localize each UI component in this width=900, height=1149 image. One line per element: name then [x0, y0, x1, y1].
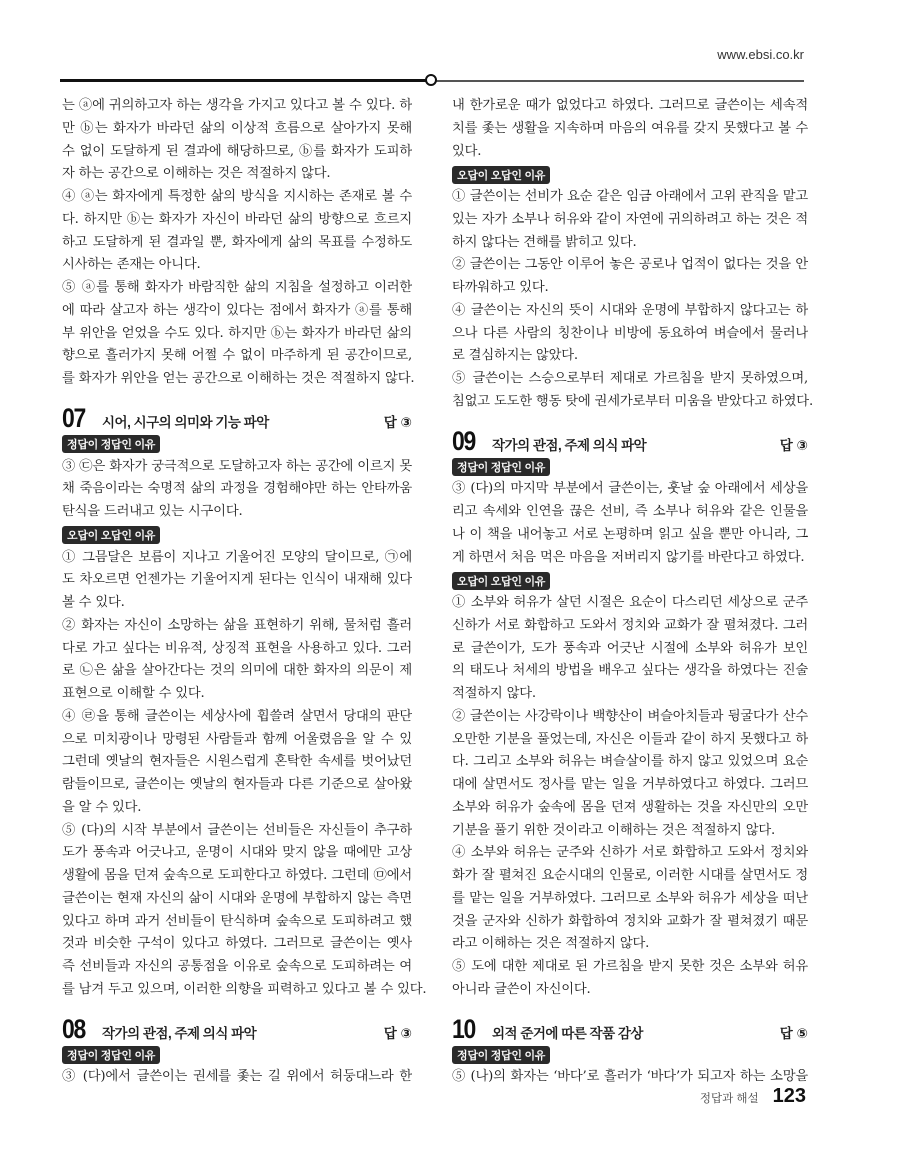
site-url: www.ebsi.co.kr	[717, 47, 804, 62]
text-line: 로 글쓴이가, 도가 풍속과 어긋난 시절에 소부와 허유가 보인	[452, 640, 808, 656]
question-header	[452, 426, 808, 456]
text-line: 아니라 글쓴이 자신이다.	[452, 981, 591, 997]
answer-paragraph	[62, 186, 412, 277]
question-header	[452, 1014, 808, 1044]
header-rule-right	[436, 80, 804, 82]
text-line: 을 알 수 있다.	[62, 799, 142, 815]
question-title: 시어, 시구의 의미와 기능 파악	[102, 414, 269, 430]
text-line: 글쓴이는 현재 자신의 삶이 시대와 운명에 부합하지 않는 측면	[62, 890, 412, 906]
left-column	[62, 95, 427, 1089]
text-line: 를 남겨 두고 있으며, 이러한 의향을 피력하고 있다고 볼 수 있다.	[62, 981, 427, 997]
text-line: ⑤ ⓐ를 통해 화자가 바람직한 삶의 지침을 설정하고 이러한	[62, 280, 412, 295]
question-title: 작가의 관점, 주제 의식 파악	[492, 437, 647, 453]
text-line: ④ 소부와 허유는 군주와 신하가 서로 화합하고 도와서 정치와	[452, 845, 808, 861]
answer-paragraph	[62, 706, 412, 820]
text-line: ④ ㉣을 통해 글쓴이는 세상사에 휩쓸려 살면서 당대의 판단	[62, 708, 412, 724]
text-line: 표현으로 이해할 수 있다.	[62, 686, 205, 701]
text-line: 채 죽음이라는 숙명적 삶의 과정을 경험해야만 하는 안타까움	[62, 481, 412, 497]
answer-paragraph	[62, 615, 412, 706]
answer-paragraph	[452, 956, 808, 1002]
text-line: ② 글쓴이는 사강락이나 백향산이 벼슬아치들과 뒹굴다가 산수	[452, 708, 808, 724]
section-label-text: 오답이 오답인 이유	[62, 526, 160, 544]
answer-paragraph	[452, 368, 813, 414]
text-line: 하지 않다는 견해를 밝히고 있다.	[452, 234, 637, 250]
text-line: ⑤ (나)의 화자는 ‘바다’로 흘러가 ‘바다’가 되고자 하는 소망을	[452, 1069, 808, 1085]
section-label-text: 정답이 정답인 이유	[452, 458, 550, 476]
text-line: ⑤ 글쓴이는 스승으로부터 제대로 가르침을 받지 못하였으며,	[452, 371, 808, 386]
text-line: 도 차오르면 언젠가는 기울어지게 된다는 인식이 내재해 있다	[62, 572, 412, 588]
answer-paragraph	[452, 300, 808, 368]
text-line: 있다.	[452, 143, 482, 159]
text-line: 도가 풍속과 어긋나고, 운명이 시대와 맞지 않을 때에만 고상	[62, 845, 412, 861]
text-line: 화가 잘 펼쳐진 요순시대의 인물로, 이러한 시대를 살면서도 정	[452, 868, 808, 883]
answer-paragraph	[62, 820, 427, 1002]
right-column	[452, 95, 813, 1089]
header-rule-circle-icon	[425, 74, 437, 86]
text-line: ② 글쓴이는 그동안 이루어 놓은 공로나 업적이 없다는 것을 안	[452, 257, 808, 273]
section-label	[62, 433, 412, 456]
page-footer	[700, 1085, 806, 1108]
text-line: 적절하지 않다.	[452, 686, 536, 701]
section-label	[452, 163, 808, 186]
text-line: ④ ⓐ는 화자에게 특정한 삶의 방식을 지시하는 존재로 볼 수	[62, 189, 412, 204]
text-line: 치를 좇는 생활을 지속하며 마음의 여유를 갖지 못했다고 볼 수	[452, 120, 808, 136]
section-label-text: 정답이 정답인 이유	[452, 1046, 550, 1064]
text-line: 으로 미치광이나 망령된 사람들과 함께 어울렸음을 알 수 있	[62, 731, 412, 747]
answer-key: 답 ③	[383, 414, 412, 430]
answer-key: 답 ③	[383, 1025, 412, 1041]
text-line: 수 없이 도달하게 된 결과에 해당하므로, ⓑ를 화자가 도피하	[62, 143, 412, 159]
section-label-text: 정답이 정답인 이유	[62, 1046, 160, 1064]
question-number: 09	[452, 425, 475, 456]
section-label-text: 정답이 정답인 이유	[62, 435, 160, 453]
text-line: ⑤ (다)의 시작 부분에서 글쓴이는 선비들은 자신들이 추구하	[62, 822, 412, 838]
text-line: ① 글쓴이는 선비가 요순 같은 임금 아래에서 고위 관직을 맡고	[452, 189, 808, 204]
question-number: 10	[452, 1013, 475, 1044]
question-number: 08	[62, 1013, 85, 1044]
question-header	[62, 1014, 412, 1044]
answer-paragraph	[452, 186, 808, 254]
text-line: 에 따라 살고자 하는 생각이 있다는 점에서 화자가 ⓐ를 통해	[62, 302, 412, 318]
text-line: 있다고 하며 과거 선비들이 탄식하며 숲속으로 도피하려고 했	[62, 913, 412, 929]
section-label	[452, 1044, 808, 1067]
text-line: 자 하는 공간으로 이해하는 것은 적절하지 않다.	[62, 166, 331, 182]
text-line: 오만한 기분을 풀었는데, 자신은 이들과 같이 하지 못했다고 하	[452, 731, 808, 747]
text-line: 만 ⓑ는 화자가 바라던 삶의 이상적 흐름으로 살아가지 못해	[62, 120, 412, 136]
text-line: 다로 가고 싶다는 비유적, 상징적 표현을 사용하고 있다. 그러	[62, 640, 412, 656]
text-line: 하고 도달하게 된 결과일 뿐, 화자에게 삶의 목표를 수정하도	[62, 234, 412, 250]
answer-paragraph	[452, 706, 808, 843]
section-label	[452, 456, 808, 479]
text-line: 는 ⓐ에 귀의하고자 하는 생각을 가지고 있다고 볼 수 있다. 하	[62, 98, 412, 113]
text-line: 라고 이해하는 것은 적절하지 않다.	[452, 936, 650, 952]
answer-paragraph	[62, 1066, 412, 1089]
text-line: 람들이므로, 글쓴이는 옛날의 현자들과 다른 기준으로 살아왔	[62, 777, 412, 792]
section-label-text: 오답이 오답인 이유	[452, 572, 550, 590]
text-line: 리고 속세와 인연을 끊은 선비, 즉 소부나 허유와 같은 인물을	[452, 504, 808, 519]
text-line: 그런데 옛날의 현자들은 시원스럽게 혼탁한 속세를 벗어났던	[62, 754, 412, 770]
answer-paragraph	[62, 277, 415, 391]
text-line: 있는 자가 소부나 허유와 같이 자연에 귀의하려고 하는 것은 적	[452, 211, 808, 227]
text-line: 으나 다른 사람의 칭찬이나 비방에 동요하여 벼슬에서 물러나	[452, 325, 808, 341]
text-line: ③ (다)의 마지막 부분에서 글쓴이는, 훗날 숲 아래에서 세상을	[452, 481, 808, 497]
footer-label: 정답과 해설	[699, 1093, 759, 1105]
section-label	[62, 524, 412, 547]
text-line: 타까워하고 있다.	[452, 280, 549, 295]
text-line: 기분을 풀기 위한 것이라고 이해하는 것은 적절하지 않다.	[452, 822, 776, 838]
text-line: 것과 비슷한 구석이 있다고 하였다. 그러므로 글쓴이는 옛사	[62, 936, 412, 952]
text-line: 다. 하지만 ⓑ는 화자가 자신이 바라던 삶의 방향으로 흐르지	[62, 211, 412, 227]
text-line: 다. 그리고 소부와 허유는 벼슬살이를 하지 않고 있었으며 요순	[452, 754, 808, 770]
text-line: ⑤ 도에 대한 제대로 된 가르침을 받지 못한 것은 소부와 허유	[452, 959, 808, 974]
text-line: ② 화자는 자신이 소망하는 삶을 표현하기 위해, 물처럼 흘러	[62, 617, 412, 633]
text-line: 볼 수 있다.	[62, 595, 125, 610]
question-title: 작가의 관점, 주제 의식 파악	[102, 1025, 257, 1041]
text-line: 대에 살면서도 정사를 맡는 일을 거부하였다고 하였다. 그러므	[452, 777, 808, 792]
answer-paragraph	[62, 95, 412, 186]
text-line: 탄식을 드러내고 있는 시구이다.	[62, 504, 243, 519]
text-line: 신하가 서로 화합하고 도와서 정치와 교화가 잘 펼쳐졌다. 그러	[452, 617, 808, 633]
text-line: ① 소부와 허유가 살던 시절은 요순이 다스리던 세상으로 군주	[452, 595, 808, 610]
question-header	[62, 403, 412, 433]
text-line: 것을 군자와 신하가 화합하여 정치와 교화가 잘 펼쳐졌기 때문	[452, 913, 808, 929]
section-label-text: 오답이 오답인 이유	[452, 166, 550, 184]
answer-paragraph	[452, 254, 808, 300]
text-line: ④ 글쓴이는 자신의 뜻이 시대와 운명에 부합하지 않다고는 하	[452, 302, 808, 318]
answer-key: 답 ⑤	[779, 1025, 808, 1041]
header-rule-left	[60, 79, 428, 82]
answer-paragraph	[62, 456, 412, 524]
question-number: 07	[62, 402, 85, 433]
answer-key: 답 ③	[779, 437, 808, 453]
text-line: 의 태도나 처세의 방법을 배우고 싶다는 생각을 하였다는 진술	[452, 663, 808, 679]
section-label	[62, 1044, 412, 1067]
section-label	[452, 569, 808, 592]
text-line: 향으로 흘러가지 못해 어쩔 수 없이 마주하게 된 공간이므로,	[62, 348, 412, 364]
text-line: ① 그믐달은 보름이 지나고 기울어진 모양의 달이므로, ㉠에	[62, 549, 412, 565]
text-line: 침없고 도도한 행동 탓에 권세가로부터 미움을 받았다고 하였다.	[452, 393, 813, 409]
text-line: 부 위안을 얻었을 수도 있다. 하지만 ⓑ는 화자가 바라던 삶의	[62, 325, 412, 341]
answer-paragraph	[452, 478, 808, 569]
text-line: 생활에 몸을 던져 숲속으로 도피한다고 하였다. 그런데 ㉤에서	[62, 868, 412, 883]
answer-paragraph	[452, 592, 808, 706]
text-line: 게 하면서 처음 먹은 마음을 저버리지 않기를 바란다고 하였다.	[452, 549, 805, 565]
text-line: 소부와 허유가 숲속에 몸을 던져 생활하는 것을 자신만의 오만	[452, 799, 808, 815]
text-line: 로 결심하지는 않았다.	[452, 348, 578, 364]
text-line: ③ ㉢은 화자가 궁극적으로 도달하고자 하는 공간에 이르지 못	[62, 458, 412, 474]
answer-paragraph	[62, 547, 412, 615]
text-line: 내 한가로운 때가 없었다고 하였다. 그러므로 글쓴이는 세속적	[452, 98, 808, 113]
text-line: ③ (다)에서 글쓴이는 권세를 좇는 길 위에서 허둥대느라 한	[62, 1069, 412, 1085]
answer-paragraph	[452, 842, 808, 956]
answer-paragraph	[452, 95, 808, 163]
text-line: 즉 선비들과 자신의 공통점을 이유로 숲속으로 도피하려는 여	[62, 959, 412, 974]
text-line: 를 맡는 일을 거부하였다. 그러므로 소부와 허유가 세상을 떠난	[452, 890, 808, 906]
text-line: 나 이 책을 내어놓고 서로 논평하며 읽고 싶을 뿐만 아니라, 그	[452, 526, 808, 542]
text-line: 를 화자가 위안을 얻는 공간으로 이해하는 것은 적절하지 않다.	[62, 371, 415, 386]
text-line: 로 ㉡은 삶을 살아간다는 것의 의미에 대한 화자의 의문이 제	[62, 663, 412, 679]
page-number: 123	[772, 1085, 806, 1107]
text-line: 시사하는 존재는 아니다.	[62, 257, 201, 273]
question-title: 외적 준거에 따른 작품 감상	[492, 1025, 643, 1041]
